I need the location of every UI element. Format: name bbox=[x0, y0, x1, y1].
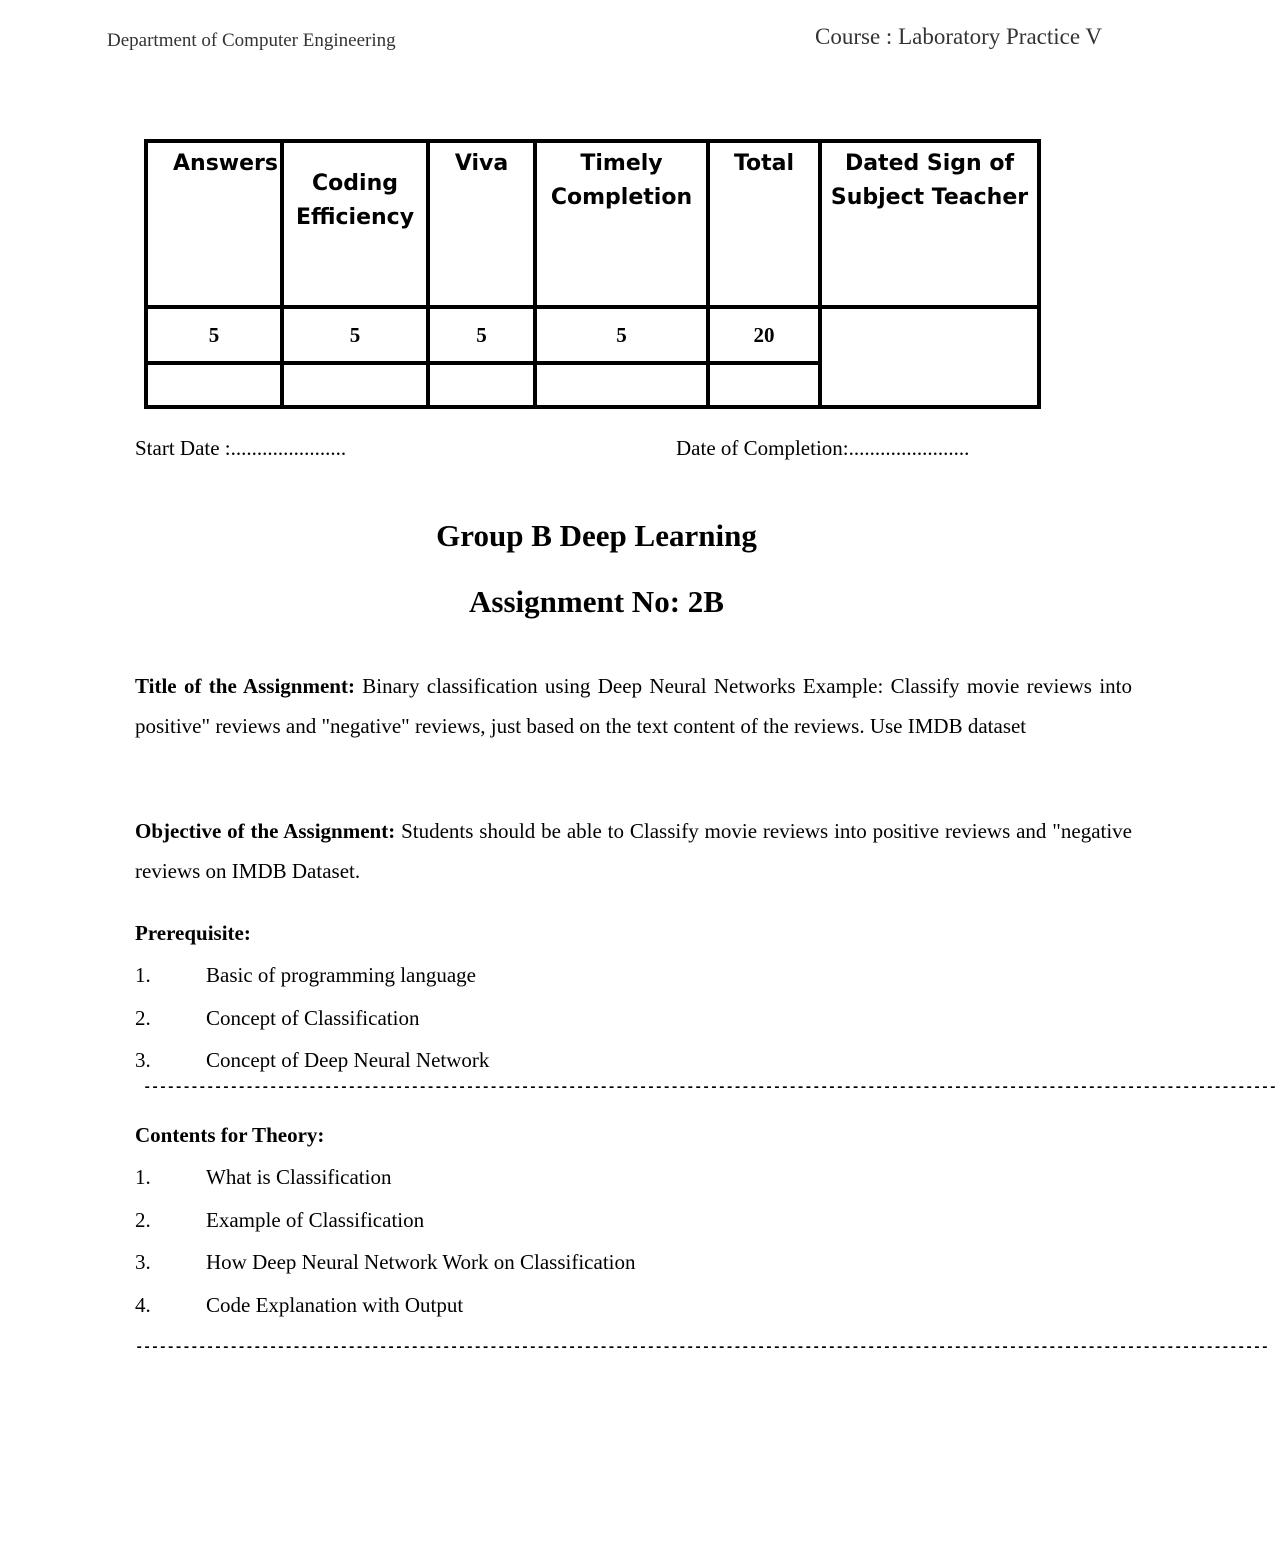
separator-line: ------------------------------------------------------------------------------------------------------------------------------------------------ bbox=[135, 1340, 1269, 1356]
list-number: 2. bbox=[135, 1207, 151, 1232]
total-obtained-cell bbox=[708, 363, 820, 407]
teacher-sign-header: Dated Sign of Subject Teacher bbox=[820, 141, 1039, 307]
list-number: 3. bbox=[135, 1048, 151, 1072]
theory-heading: Contents for Theory: bbox=[135, 1123, 325, 1147]
list-text: What is Classification bbox=[206, 1165, 392, 1189]
coding-obtained-cell bbox=[282, 363, 428, 407]
objective-label: Objective of the Assignment: bbox=[135, 819, 396, 843]
group-title: Group B Deep Learning bbox=[436, 518, 757, 553]
course-header: Course : Laboratory Practice V bbox=[815, 24, 1102, 49]
coding-max-marks: 5 bbox=[282, 307, 428, 363]
assignment-number: Assignment No: 2B bbox=[469, 584, 724, 619]
list-number: 3. bbox=[135, 1250, 151, 1274]
assignment-title-paragraph bbox=[135, 666, 1132, 746]
completion-date: Date of Completion:....................... bbox=[676, 436, 970, 460]
list-number: 1. bbox=[135, 963, 151, 987]
separator-line: ------------------------------------------------------------------------------------------------------------------------------------------------ bbox=[143, 1080, 1276, 1096]
list-number: 1. bbox=[135, 1165, 151, 1189]
list-text: How Deep Neural Network Work on Classification bbox=[206, 1250, 636, 1274]
viva-max-marks: 5 bbox=[428, 307, 535, 363]
list-number: 2. bbox=[135, 1005, 151, 1030]
timely-max-marks: 5 bbox=[535, 307, 708, 363]
timely-completion-header: Timely Completion bbox=[535, 141, 708, 307]
title-text: Binary classification using Deep Neural Networks Example: Classify movie reviews into positive" reviews and "negative" reviews, just based on the text content of the reviews. Use IMDB dataset bbox=[135, 674, 1132, 738]
timely-obtained-cell bbox=[535, 363, 708, 407]
total-header: Total bbox=[708, 141, 820, 307]
max-marks-row bbox=[146, 307, 1039, 363]
department-header: Department of Computer Engineering bbox=[107, 30, 396, 51]
list-text: Concept of Deep Neural Network bbox=[206, 1048, 490, 1072]
answers-max-marks: 5 bbox=[146, 307, 282, 363]
start-date: Start Date :...................... bbox=[135, 436, 347, 460]
answers-obtained-cell bbox=[146, 363, 282, 407]
total-max-marks: 20 bbox=[708, 307, 820, 363]
list-text: Basic of programming language bbox=[206, 963, 477, 987]
list-text: Code Explanation with Output bbox=[206, 1292, 464, 1317]
list-text: Concept of Classification bbox=[206, 1005, 420, 1030]
viva-header: Viva bbox=[428, 141, 535, 307]
title-label: Title of the Assignment: bbox=[135, 674, 355, 698]
objective-text: Students should be able to Classify movie reviews into positive reviews and "negative reviews on IMDB Dataset. bbox=[135, 819, 1132, 883]
answers-header: Answers bbox=[146, 141, 282, 307]
marks-table bbox=[144, 139, 1041, 409]
marks-header-row bbox=[146, 141, 1039, 307]
coding-efficiency-header: Coding Efficiency bbox=[282, 141, 428, 307]
objective-paragraph bbox=[135, 811, 1132, 891]
prerequisite-heading: Prerequisite: bbox=[135, 921, 251, 945]
viva-obtained-cell bbox=[428, 363, 535, 407]
teacher-sign-cell bbox=[820, 307, 1039, 407]
list-number: 4. bbox=[135, 1292, 151, 1317]
list-text: Example of Classification bbox=[206, 1207, 425, 1232]
